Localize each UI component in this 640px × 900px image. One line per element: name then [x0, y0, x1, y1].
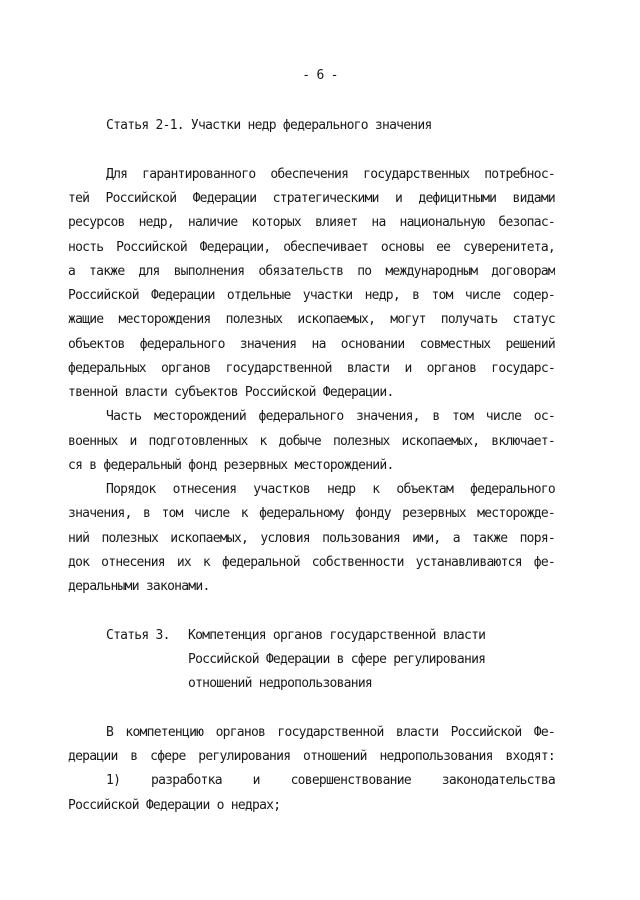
article-3-label: Статья 3.: [106, 628, 170, 643]
article-2-1-heading: Статья 2-1. Участки недр федерального значения: [106, 118, 432, 133]
text-line: жащие месторождения полезных ископаемых, могут получать статус: [68, 312, 555, 327]
article-3-title-line: Компетенция органов государственной власти: [188, 628, 486, 643]
text-line: Российской Федерации о недрах;: [68, 798, 281, 813]
text-line: федеральных органов государственной власти и органов государс-: [68, 361, 555, 376]
text-line: Российской Федерации отдельные участки недр, в том числе содер-: [68, 288, 555, 303]
text-line: Часть месторождений федерального значения, в том числе ос-: [106, 409, 555, 424]
article-3-title-line: Российской Федерации в сфере регулирования: [188, 652, 486, 667]
text-line: ресурсов недр, наличие которых влияет на национальную безопас-: [68, 215, 555, 230]
text-line: дерации в сфере регулирования отношений недропользования входят:: [68, 749, 555, 764]
list-item: 1) разработка и совершенствование законодательства: [106, 773, 555, 788]
text-line: Для гарантированного обеспечения государственных потребнос-: [106, 167, 555, 182]
text-line: тей Российской Федерации стратегическими и дефицитными видами: [68, 191, 555, 206]
text-line: ность Российской Федерации, обеспечивает основы ее суверенитета,: [68, 240, 555, 255]
text-line: значения, в том числе к федеральному фонду резервных месторожде-: [68, 506, 555, 521]
text-line: В компетенцию органов государственной власти Российской Фе-: [106, 725, 555, 740]
text-line: ся в федеральный фонд резервных месторождений.: [68, 458, 394, 473]
text-line: твенной власти субъектов Российской Федерации.: [68, 385, 394, 400]
text-line: Порядок отнесения участков недр к объектам федерального: [106, 482, 555, 497]
text-line: ний полезных ископаемых, условия пользования ими, а также поря-: [68, 531, 555, 546]
text-line: военных и подготовленных к добыче полезных ископаемых, включает-: [68, 434, 555, 449]
page-number: - 6 -: [302, 68, 338, 83]
article-3-title-line: отношений недропользования: [188, 676, 372, 691]
text-line: док отнесения их к федеральной собственности устанавливаются фе-: [68, 555, 555, 570]
text-line: деральными законами.: [68, 579, 210, 594]
text-line: объектов федерального значения на основании совместных решений: [68, 337, 555, 352]
text-line: а также для выполнения обязательств по международным договорам: [68, 264, 555, 279]
